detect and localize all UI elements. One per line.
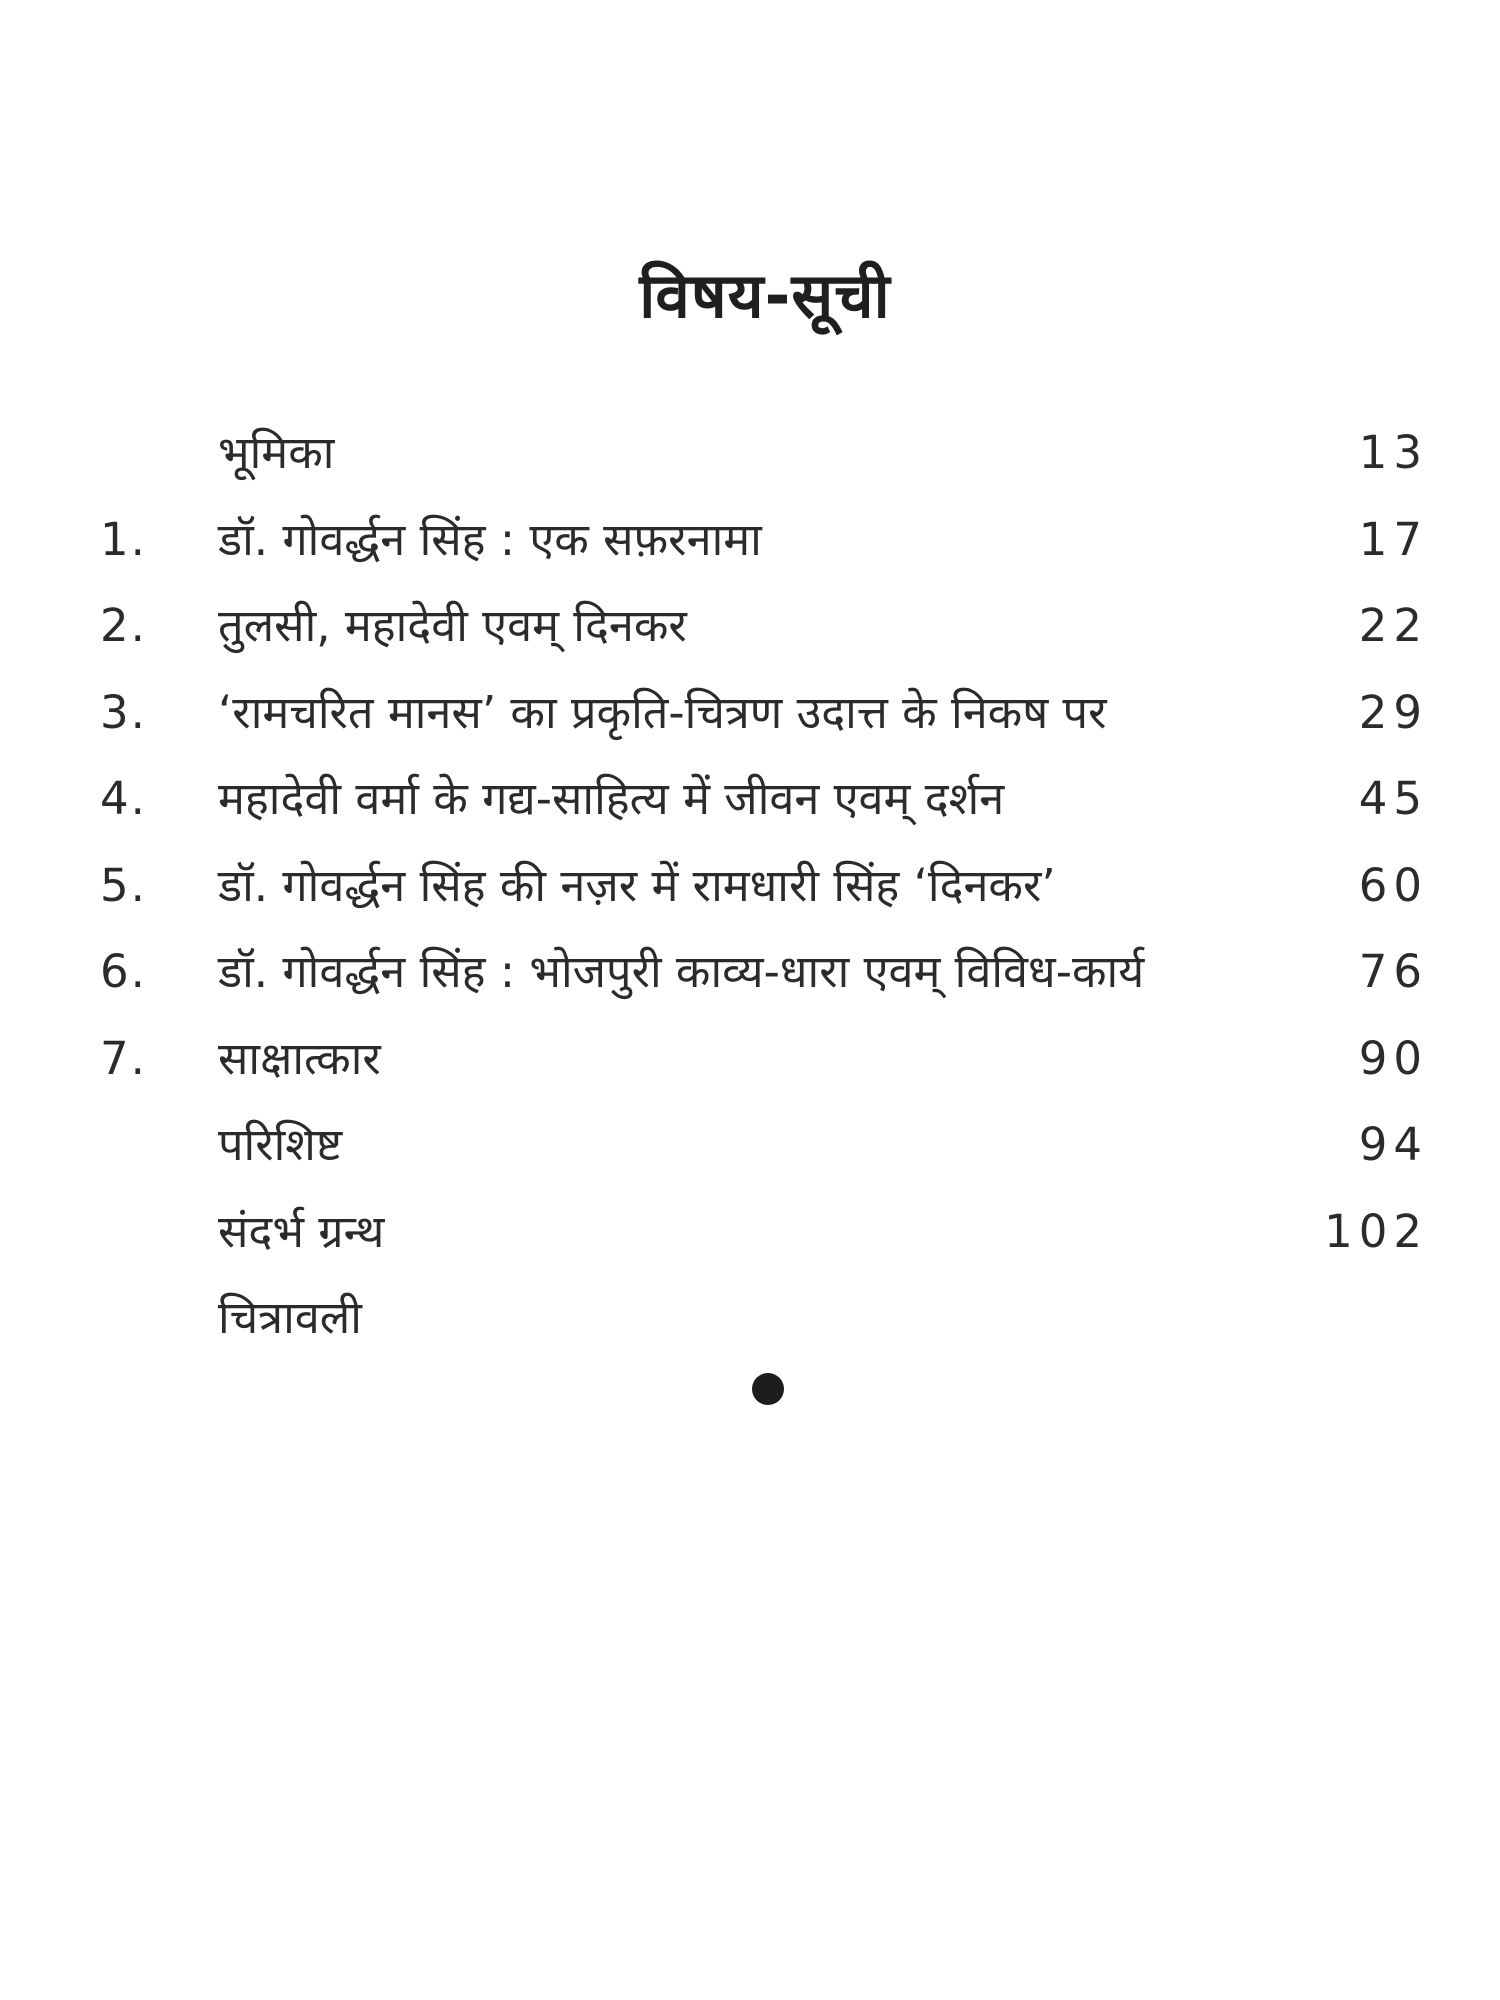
toc-entry-page: 60 [1358,858,1428,912]
toc-entry-chitravali[interactable] [0,1275,1500,1362]
toc-entry-page: 102 [1324,1204,1428,1258]
toc-entry-number: 6. [100,945,147,998]
toc-entry-number: 4. [100,772,147,825]
toc-entry-page: 94 [1358,1118,1428,1171]
toc-entry-number: 7. [100,1031,147,1085]
toc-entry-title: साक्षात्कार [218,1031,381,1085]
toc-entry-1[interactable] [0,497,1500,584]
toc-entry-page: 29 [1358,685,1428,739]
toc-entry-3[interactable] [0,670,1500,757]
toc-entry-6[interactable] [0,929,1500,1016]
toc-entry-sandarbh-granth[interactable] [0,1189,1500,1276]
toc-entry-number: 1. [100,512,147,566]
toc-entry-title: तुलसी, महादेवी एवम् दिनकर [218,599,687,652]
toc-entry-number: 3. [100,685,147,739]
toc-entry-7[interactable] [0,1016,1500,1103]
toc-entry-number: 5. [100,858,147,912]
page-title: विषय-सूची [639,258,891,332]
table-of-contents [0,410,1500,1362]
toc-entry-page: 13 [1358,426,1428,479]
end-bullet-icon [752,1373,784,1405]
toc-entry-parishisht[interactable] [0,1102,1500,1189]
toc-entry-title: संदर्भ ग्रन्थ [218,1204,385,1258]
toc-entry-page: 17 [1358,512,1428,566]
toc-entry-title: महादेवी वर्मा के गद्य-साहित्य में जीवन एवम् दर्शन [218,772,1005,825]
toc-entry-title: चित्रावली [218,1291,362,1344]
toc-entry-2[interactable] [0,583,1500,670]
toc-entry-5[interactable] [0,843,1500,930]
toc-entry-bhumika[interactable] [0,410,1500,497]
toc-entry-page: 76 [1358,945,1428,998]
toc-entry-title: डॉ. गोवर्द्धन सिंह : भोजपुरी काव्य-धारा एवम् विविध-कार्य [218,945,1145,998]
toc-entry-page: 90 [1358,1031,1428,1085]
toc-entry-4[interactable] [0,756,1500,843]
toc-entry-page: 45 [1358,772,1428,825]
toc-entry-title: भूमिका [218,426,335,479]
toc-entry-title: ‘रामचरित मानस’ का प्रकृति-चित्रण उदात्त के निकष पर [218,685,1107,739]
toc-entry-title: परिशिष्ट [218,1118,343,1171]
toc-entry-page: 22 [1358,599,1428,652]
toc-entry-title: डॉ. गोवर्द्धन सिंह की नज़र में रामधारी सिंह ‘दिनकर’ [218,858,1056,912]
toc-entry-title: डॉ. गोवर्द्धन सिंह : एक सफ़रनामा [218,512,762,566]
toc-entry-number: 2. [100,599,147,652]
